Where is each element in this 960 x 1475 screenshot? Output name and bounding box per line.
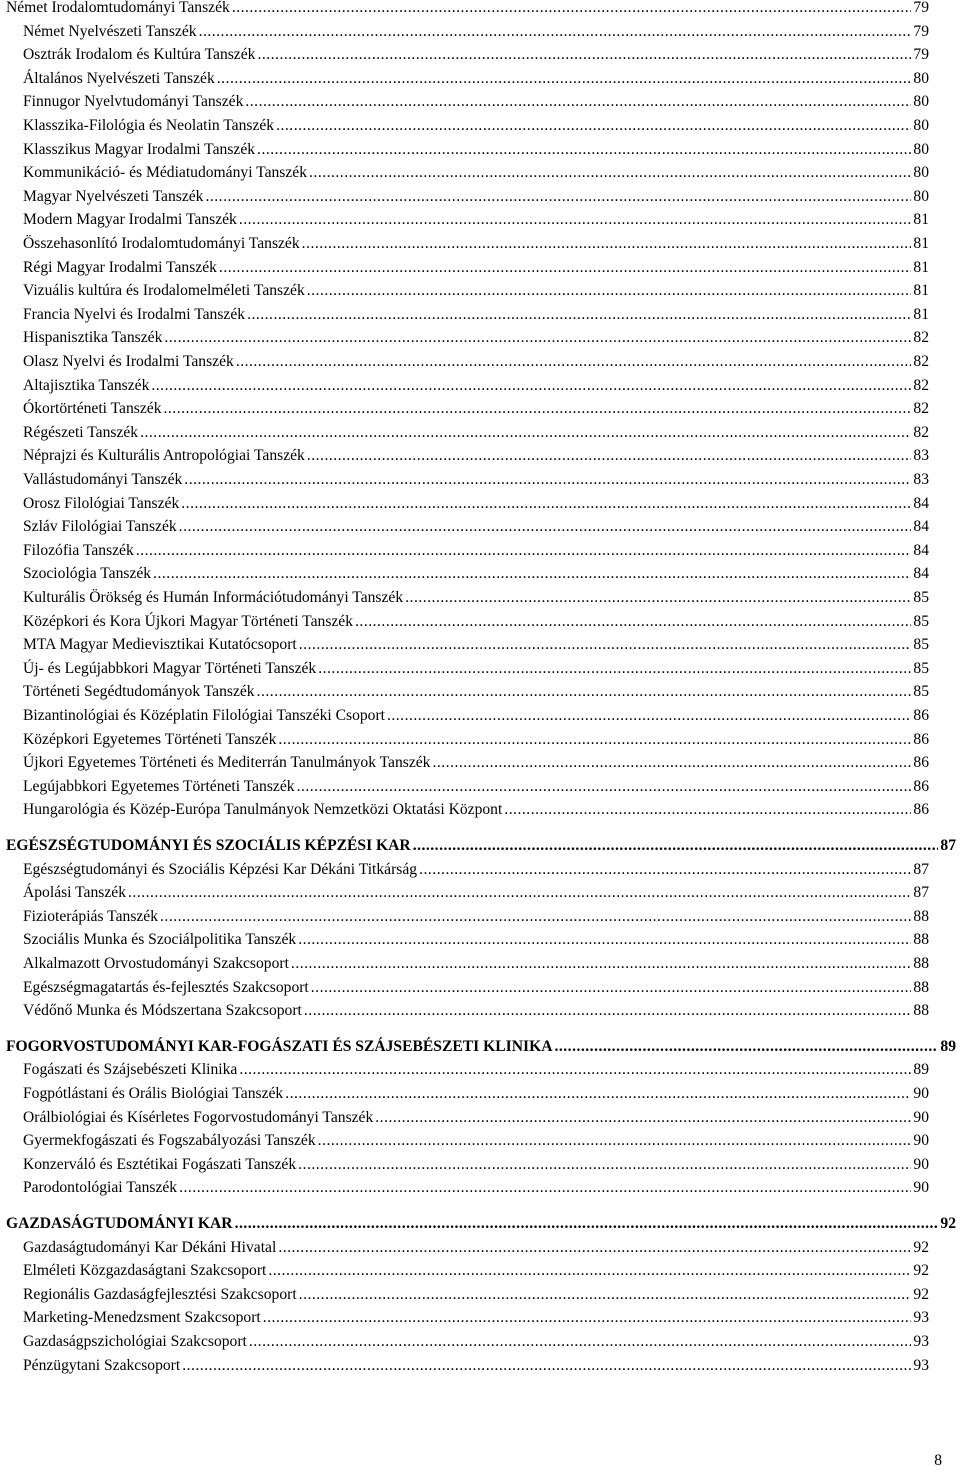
toc-entry[interactable]: [6, 0, 929, 20]
toc-entry-page: 81: [913, 235, 929, 252]
toc-entry-title: Vallástudományi Tanszék: [23, 471, 183, 488]
toc-entry-title: Klasszikus Magyar Irodalmi Tanszék: [23, 140, 256, 158]
toc-entry-page: 82: [913, 423, 929, 441]
toc-dot-leader: [255, 139, 911, 160]
toc-entry[interactable]: [23, 1331, 929, 1354]
toc-entry-page: 86: [913, 707, 929, 724]
toc-dot-leader: [316, 658, 911, 679]
toc-entry-page: 89: [913, 1061, 929, 1079]
toc-entry-page: 81: [913, 258, 929, 276]
toc-entry-title: Legújabbkori Egyetemes Történeti Tanszék: [23, 777, 295, 795]
toc-entry[interactable]: [23, 681, 929, 704]
toc-entry-title: Klasszika-Filológia és Neolatin Tanszék: [23, 117, 275, 134]
toc-entry-page: 82: [913, 329, 929, 347]
toc-entry-title: Finnugor Nyelvtudományi Tanszék: [23, 93, 244, 111]
toc-dot-leader: [417, 859, 911, 880]
toc-entry[interactable]: [23, 327, 929, 350]
toc-entry-page: 90: [913, 1085, 929, 1102]
toc-dot-leader: [276, 729, 911, 750]
toc-entry-title: Olasz Nyelvi és Irodalmi Tanszék: [23, 353, 234, 370]
toc-dot-leader: [234, 351, 912, 372]
toc-entry-page: 88: [913, 1002, 929, 1020]
toc-dot-leader: [179, 493, 911, 514]
toc-entry[interactable]: [23, 1260, 929, 1283]
toc-heading-title: EGÉSZSÉGTUDOMÁNYI ÉS SZOCIÁLIS KÉPZÉSI KAR: [6, 837, 411, 854]
toc-entry[interactable]: [23, 1059, 929, 1082]
toc-entry[interactable]: [23, 882, 929, 905]
toc-entry-title: Néprajzi és Kulturális Antropológiai Tanszék: [23, 447, 305, 465]
toc-dot-leader: [255, 681, 912, 702]
toc-entry-page: 79: [913, 0, 929, 16]
toc-entry[interactable]: [23, 375, 929, 398]
toc-entry[interactable]: [23, 540, 929, 563]
toc-entry-title: Egészségmagatartás és-fejlesztés Szakcsoport: [23, 978, 309, 996]
toc-entry[interactable]: [23, 422, 929, 445]
toc-dot-leader: [373, 1107, 911, 1128]
toc-dot-leader: [297, 1284, 912, 1305]
toc-dot-leader: [177, 516, 912, 537]
toc-section-heading[interactable]: [6, 835, 956, 858]
toc-dot-leader: [245, 304, 911, 325]
toc-entry-title: Orálbiológiai és Kísérletes Fogorvostudományi Tanszék: [23, 1108, 374, 1126]
toc-dot-leader: [177, 1177, 911, 1198]
toc-dot-leader: [255, 44, 911, 65]
toc-entry[interactable]: [23, 1355, 929, 1378]
toc-dot-leader: [403, 587, 911, 608]
toc-dot-leader: [385, 705, 911, 726]
toc-entry-title: Marketing-Menedzsment Szakcsoport: [23, 1309, 261, 1327]
toc-entry-title: Kommunikáció- és Médiatudományi Tanszék: [23, 164, 308, 182]
toc-entry-title: Fogászati és Szájsebészeti Klinika: [23, 1061, 238, 1079]
toc-dot-leader: [158, 906, 911, 927]
toc-entry-title: Elméleti Közgazdaságtani Szakcsoport: [23, 1262, 267, 1280]
toc-entry[interactable]: [23, 233, 929, 256]
toc-entry-page: 93: [913, 1309, 929, 1327]
toc-entry-title: Történeti Segédtudományok Tanszék: [23, 683, 255, 701]
toc-heading-page: 87: [940, 837, 956, 854]
toc-dot-leader: [300, 233, 912, 254]
toc-dot-leader: [162, 327, 911, 348]
toc-dot-leader: [134, 540, 912, 561]
toc-entry[interactable]: [23, 115, 929, 138]
toc-entry[interactable]: [23, 799, 929, 822]
toc-entry-page: 84: [913, 494, 929, 512]
toc-heading-page: 89: [940, 1037, 956, 1055]
toc-entry[interactable]: [23, 280, 929, 303]
toc-entry-title: Fizioterápiás Tanszék: [23, 907, 159, 925]
toc-entry-page: 84: [913, 518, 929, 536]
toc-entry-title: Gazdaságpszichológiai Szakcsoport: [23, 1333, 247, 1350]
toc-entry-title: Fogpótlástani és Orális Biológiai Tanszék: [23, 1085, 284, 1102]
toc-entry-page: 86: [913, 730, 929, 748]
toc-heading-page: 92: [940, 1215, 956, 1232]
toc-dot-leader: [296, 1154, 911, 1175]
toc-entry-title: Vizuális kultúra és Irodalomelméleti Tanszék: [23, 282, 305, 300]
toc-entry[interactable]: [23, 611, 929, 634]
toc-dot-leader: [162, 398, 912, 419]
toc-entry[interactable]: [23, 91, 929, 114]
toc-entry-page: 87: [913, 884, 929, 902]
toc-entry[interactable]: [23, 445, 929, 468]
toc-dot-leader: [289, 953, 911, 974]
toc-entry-page: 81: [913, 211, 929, 229]
toc-entry[interactable]: [23, 929, 929, 952]
toc-dot-leader: [243, 91, 911, 112]
toc-dot-leader: [296, 929, 911, 950]
toc-entry-page: 82: [913, 376, 929, 394]
toc-entry[interactable]: [23, 1177, 929, 1200]
toc-entry[interactable]: [23, 186, 929, 209]
toc-entry-page: 88: [913, 931, 929, 949]
toc-entry[interactable]: [23, 162, 929, 185]
toc-dot-leader: [305, 445, 912, 466]
toc-entry[interactable]: [23, 1237, 929, 1260]
toc-entry[interactable]: [23, 304, 929, 327]
toc-entry-page: 81: [913, 282, 929, 300]
toc-entry-title: Osztrák Irodalom és Kultúra Tanszék: [23, 46, 256, 64]
toc-entry-page: 92: [913, 1238, 929, 1256]
toc-entry-title: Modern Magyar Irodalmi Tanszék: [23, 211, 237, 229]
toc-entry-page: 85: [913, 659, 929, 677]
toc-entry-title: Összehasonlító Irodalomtudományi Tanszék: [23, 235, 300, 252]
toc-dot-leader: [233, 1213, 939, 1234]
toc-dot-leader: [411, 835, 939, 856]
toc-entry[interactable]: [23, 516, 929, 539]
toc-entry-title: Konzerváló és Esztétikai Fogászati Tanszék: [23, 1155, 297, 1173]
toc-dot-leader: [552, 1036, 938, 1057]
toc-entry[interactable]: [23, 44, 929, 67]
toc-entry[interactable]: [23, 658, 929, 681]
toc-entry[interactable]: [23, 493, 929, 516]
toc-dot-leader: [295, 776, 912, 797]
toc-entry-title: Regionális Gazdaságfejlesztési Szakcsoport: [23, 1285, 297, 1303]
toc-entry-title: Szláv Filológiai Tanszék: [23, 518, 177, 536]
toc-entry-title: Védőnő Munka és Módszertana Szakcsoport: [23, 1002, 302, 1020]
toc-entry-page: 85: [913, 612, 929, 630]
toc-entry-page: 86: [913, 777, 929, 795]
toc-dot-leader: [151, 563, 911, 584]
toc-dot-leader: [283, 1083, 911, 1104]
toc-entry[interactable]: [23, 906, 929, 929]
toc-section-heading[interactable]: [6, 1036, 956, 1059]
toc-entry-title: Francia Nyelvi és Irodalmi Tanszék: [23, 305, 246, 323]
toc-entry-title: Gazdaságtudományi Kar Dékáni Hivatal: [23, 1238, 277, 1256]
toc-dot-leader: [203, 186, 911, 207]
toc-entry[interactable]: [23, 351, 929, 374]
toc-entry-title: Általános Nyelvészeti Tanszék: [23, 69, 215, 87]
page-number: 8: [934, 1452, 942, 1469]
toc-entry-page: 85: [913, 683, 929, 701]
toc-section-heading[interactable]: [6, 1213, 956, 1236]
toc-entry-page: 92: [913, 1285, 929, 1303]
toc-entry-page: 90: [913, 1108, 929, 1126]
toc-entry-title: Hispanisztika Tanszék: [23, 329, 163, 347]
toc-entry-title: Ókortörténeti Tanszék: [23, 400, 162, 418]
toc-dot-leader: [237, 209, 912, 230]
toc-entry-page: 93: [913, 1333, 929, 1350]
toc-entry-title: Egészségtudományi és Szociális Képzési Kar Dékáni Titkárság: [23, 860, 418, 878]
toc-entry-page: 80: [913, 93, 929, 111]
toc-entry-page: 85: [913, 589, 929, 606]
toc-dot-leader: [297, 634, 912, 655]
toc-entry-page: 80: [913, 164, 929, 182]
toc-entry-page: 93: [913, 1356, 929, 1374]
toc-entry-title: Orosz Filológiai Tanszék: [23, 494, 180, 512]
toc-entry[interactable]: [23, 398, 929, 421]
toc-dot-leader: [430, 752, 911, 773]
toc-dot-leader: [307, 162, 911, 183]
toc-entry-page: 83: [913, 471, 929, 488]
toc-entry[interactable]: [23, 1307, 929, 1330]
toc-entry-title: Bizantinológiai és Középlatin Filológiai Tanszéki Csoport: [23, 707, 385, 724]
toc-entry[interactable]: [23, 1083, 929, 1106]
toc-entry-title: Filozófia Tanszék: [23, 541, 134, 559]
toc-entry-page: 84: [913, 565, 929, 583]
toc-entry[interactable]: [23, 1284, 929, 1307]
toc-entry[interactable]: [23, 209, 929, 232]
toc-dot-leader: [261, 1307, 912, 1328]
toc-entry-title: Középkori Egyetemes Történeti Tanszék: [23, 730, 277, 748]
toc-entry[interactable]: [23, 1130, 929, 1153]
toc-entry-page: 80: [913, 117, 929, 134]
toc-dot-leader: [237, 1059, 911, 1080]
toc-entry[interactable]: [23, 1000, 929, 1023]
toc-entry-title: Magyar Nyelvészeti Tanszék: [23, 187, 204, 205]
toc-entry[interactable]: [23, 752, 929, 775]
toc-entry-page: 80: [913, 187, 929, 205]
toc-dot-leader: [149, 375, 911, 396]
toc-dot-leader: [316, 1130, 912, 1151]
toc-entry-page: 86: [913, 754, 929, 772]
toc-entry-title: Hungarológia és Közép-Európa Tanulmányok Nemzetközi Oktatási Központ: [23, 801, 503, 819]
toc-entry[interactable]: [23, 859, 929, 882]
toc-entry-title: MTA Magyar Medievisztikai Kutatócsoport: [23, 636, 297, 654]
toc-entry-title: Középkori és Kora Újkori Magyar Történeti Tanszék: [23, 612, 354, 630]
toc-entry-title: Szociális Munka és Szociálpolitika Tanszék: [23, 931, 297, 949]
toc-dot-leader: [502, 799, 911, 820]
toc-entry-page: 80: [913, 140, 929, 158]
toc-entry-page: 86: [913, 801, 929, 819]
toc-entry[interactable]: [23, 68, 929, 91]
toc-entry-page: 92: [913, 1262, 929, 1280]
toc-entry[interactable]: [23, 1154, 929, 1177]
toc-dot-leader: [126, 882, 911, 903]
toc-entry[interactable]: [23, 469, 929, 492]
toc-entry[interactable]: [23, 977, 929, 1000]
toc-entry-title: Régi Magyar Irodalmi Tanszék: [23, 258, 217, 276]
toc-entry-title: Gyermekfogászati és Fogszabályozási Tanszék: [23, 1132, 316, 1150]
toc-entry-title: Pénzügytani Szakcsoport: [23, 1356, 181, 1374]
toc-entry-title: Szociológia Tanszék: [23, 565, 152, 583]
toc-entry-page: 84: [913, 541, 929, 559]
toc-entry[interactable]: [23, 953, 929, 976]
toc-entry-title: Ápolási Tanszék: [23, 884, 126, 902]
toc-entry-page: 81: [913, 305, 929, 323]
toc-entry-page: 82: [913, 400, 929, 418]
toc-entry-page: 87: [913, 860, 929, 878]
toc-entry-page: 88: [913, 955, 929, 972]
toc-entry-title: Német Nyelvészeti Tanszék: [23, 22, 197, 40]
toc-entry-title: Régészeti Tanszék: [23, 423, 139, 441]
toc-dot-leader: [247, 1331, 912, 1352]
toc-entry-page: 82: [913, 353, 929, 370]
toc-entry-title: Új- és Legújabbkori Magyar Történeti Tanszék: [23, 659, 317, 677]
toc-entry-page: 90: [913, 1179, 929, 1197]
toc-dot-leader: [215, 68, 912, 89]
toc-entry[interactable]: [23, 705, 929, 728]
toc-entry[interactable]: [23, 139, 929, 162]
toc-entry[interactable]: [23, 563, 929, 586]
toc-entry-title: Alkalmazott Orvostudományi Szakcsoport: [23, 955, 289, 972]
toc-entry[interactable]: [23, 257, 929, 280]
toc-entry-title: Parodontológiai Tanszék: [23, 1179, 178, 1197]
toc-dot-leader: [182, 469, 911, 490]
toc-entry-title: Altajisztika Tanszék: [23, 376, 150, 394]
toc-entry[interactable]: [23, 634, 929, 657]
toc-entry-title: Újkori Egyetemes Történeti és Mediterrán Tanulmányok Tanszék: [23, 754, 431, 772]
toc-dot-leader: [309, 977, 912, 998]
toc-entry-title: Német Irodalomtudományi Tanszék: [6, 0, 230, 16]
toc-entry-page: 79: [913, 46, 929, 64]
toc-entry-page: 90: [913, 1132, 929, 1150]
toc-dot-leader: [266, 1260, 911, 1281]
toc-entry-page: 79: [913, 22, 929, 40]
toc-entry[interactable]: [23, 587, 929, 610]
toc-dot-leader: [302, 1000, 912, 1021]
toc-dot-leader: [217, 257, 911, 278]
toc-entry-page: 90: [913, 1155, 929, 1173]
toc-dot-leader: [230, 0, 912, 18]
toc-entry-page: 88: [913, 978, 929, 996]
toc-entry[interactable]: [23, 729, 929, 752]
toc-entry-page: 80: [913, 69, 929, 87]
toc-dot-leader: [305, 280, 912, 301]
toc-dot-leader: [276, 1237, 911, 1258]
toc-heading-title: GAZDASÁGTUDOMÁNYI KAR: [6, 1215, 233, 1232]
toc-dot-leader: [138, 422, 911, 443]
toc-entry-page: 83: [913, 447, 929, 465]
toc-entry-title: Kulturális Örökség és Humán Információtudományi Tanszék: [23, 589, 404, 606]
toc-dot-leader: [197, 21, 912, 42]
toc-entry-page: 88: [913, 907, 929, 925]
toc-dot-leader: [274, 115, 911, 136]
toc-heading-title: FOGORVOSTUDOMÁNYI KAR-FOGÁSZATI ÉS SZÁJSEBÉSZETI KLINIKA: [6, 1037, 553, 1055]
toc-entry[interactable]: [23, 21, 929, 44]
toc-entry[interactable]: [23, 1107, 929, 1130]
toc-entry[interactable]: [23, 776, 929, 799]
toc-entry-page: 85: [913, 636, 929, 654]
toc-dot-leader: [353, 611, 911, 632]
toc-dot-leader: [180, 1355, 911, 1376]
